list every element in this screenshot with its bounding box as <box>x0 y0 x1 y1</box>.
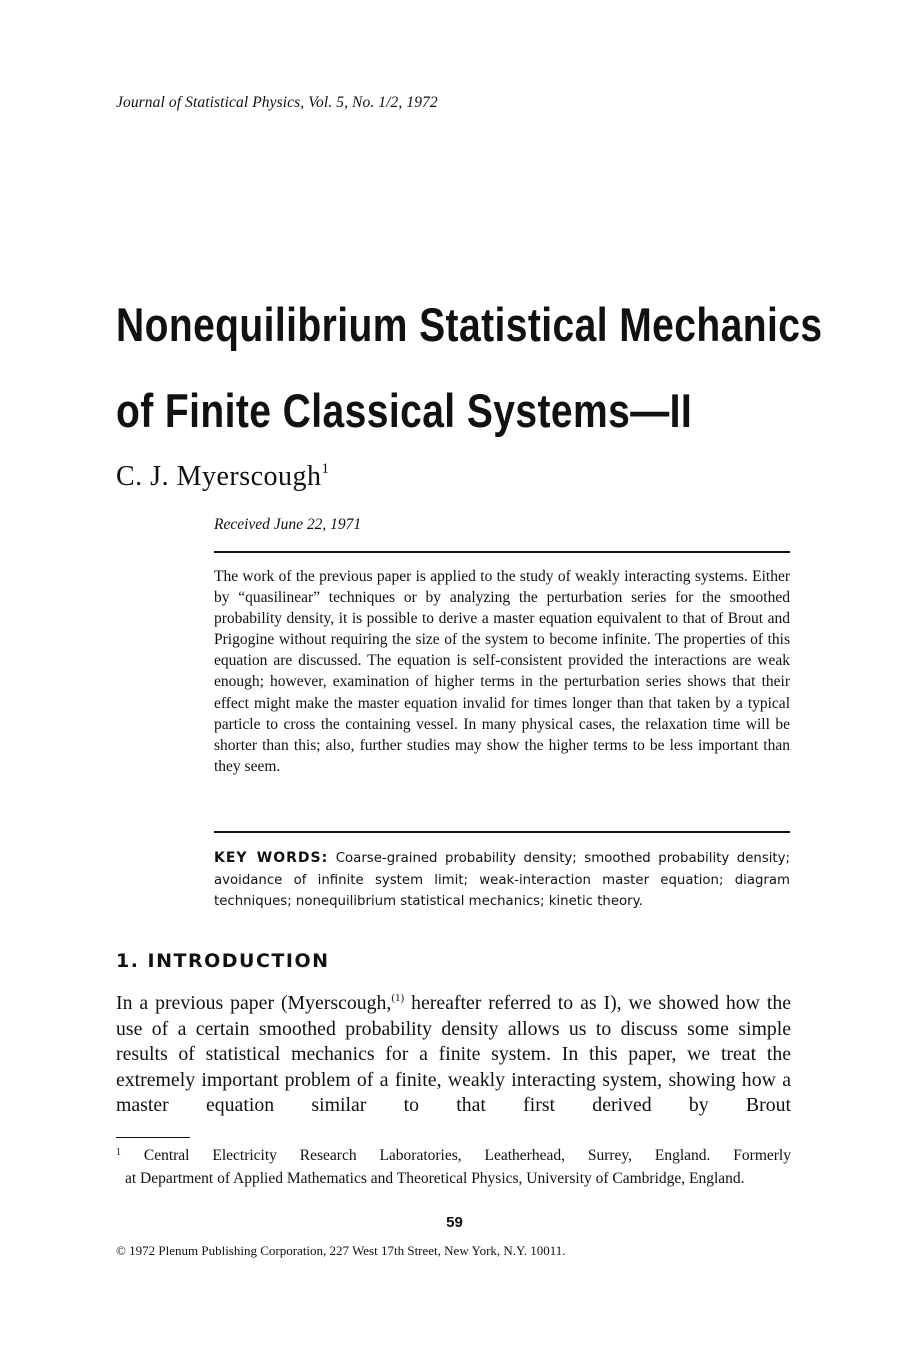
author-footnote-mark: 1 <box>321 461 330 477</box>
paper-title-line-1: Nonequilibrium Statistical Mechanics <box>116 298 823 351</box>
footnote-rule <box>116 1137 190 1138</box>
footnote-mark: 1 <box>116 1147 121 1158</box>
paragraph-text-rest: hereafter referred to as I), we showed how the use of a certain smoothed probability density allows us to discuss some simple results of statistical mechanics for a finite system. In this paper, we treat the extremely important problem of a finite, weakly interacting system, showing how a master equation similar to that first derived by Brout <box>116 992 791 1116</box>
author-name <box>116 461 330 493</box>
abstract-top-rule <box>214 551 790 553</box>
paragraph-text-start: In a previous paper (Myerscough, <box>116 992 392 1014</box>
abstract-bottom-rule <box>214 831 790 833</box>
keywords <box>214 848 790 913</box>
introduction-paragraph <box>116 986 791 1119</box>
footnote-line-1: Central Electricity Research Laboratories, Leatherhead, Surrey, England. Formerly <box>121 1147 791 1164</box>
paper-title <box>116 282 823 454</box>
author-name-text: C. J. Myerscough <box>116 461 322 492</box>
received-date: Received June 22, 1971 <box>214 516 362 533</box>
section-heading-introduction: 1. INTRODUCTION <box>116 950 330 972</box>
reference-mark: (1) <box>391 992 405 1004</box>
paper-title-line-2: of Finite Classical Systems—II <box>116 384 693 437</box>
journal-citation: Journal of Statistical Physics, Vol. 5, No. 1/2, 1972 <box>116 94 438 111</box>
abstract: The work of the previous paper is applied to the study of weakly interacting systems. Either by “quasilinear” techniques or by analyzing the perturbation series for the smoothed probability density, it is possible to derive a master equation equivalent to that of Brout and Prigogine without requiring the size of the system to become infinite. The properties of this equation are discussed. The equation is self-consistent provided the interactions are weak enough; however, examination of higher terms in the perturbation series shows that their effect might make the master equation invalid for times longer than that taken by a typical particle to cross the containing vessel. In many physical cases, the relaxation time will be shorter than this; also, further studies may show the higher terms to be less important than they seem. <box>214 568 790 775</box>
copyright-notice: © 1972 Plenum Publishing Corporation, 227 West 17th Street, New York, N.Y. 10011. <box>116 1243 566 1258</box>
keywords-text: Coarse-grained probability density; smoothed probability density; avoidance of infinite system limit; weak-interaction master equation; diagram techniques; nonequilibrium statistical mechanics; kinetic theory. <box>214 851 790 909</box>
keywords-label: KEY WORDS: <box>214 850 329 866</box>
footnote <box>116 1142 791 1190</box>
footnote-rest: at Department of Applied Mathematics and Theoretical Physics, University of Cambridge, England. <box>125 1169 745 1187</box>
page-number: 59 <box>446 1214 463 1231</box>
footnote-first-line <box>116 1142 791 1168</box>
